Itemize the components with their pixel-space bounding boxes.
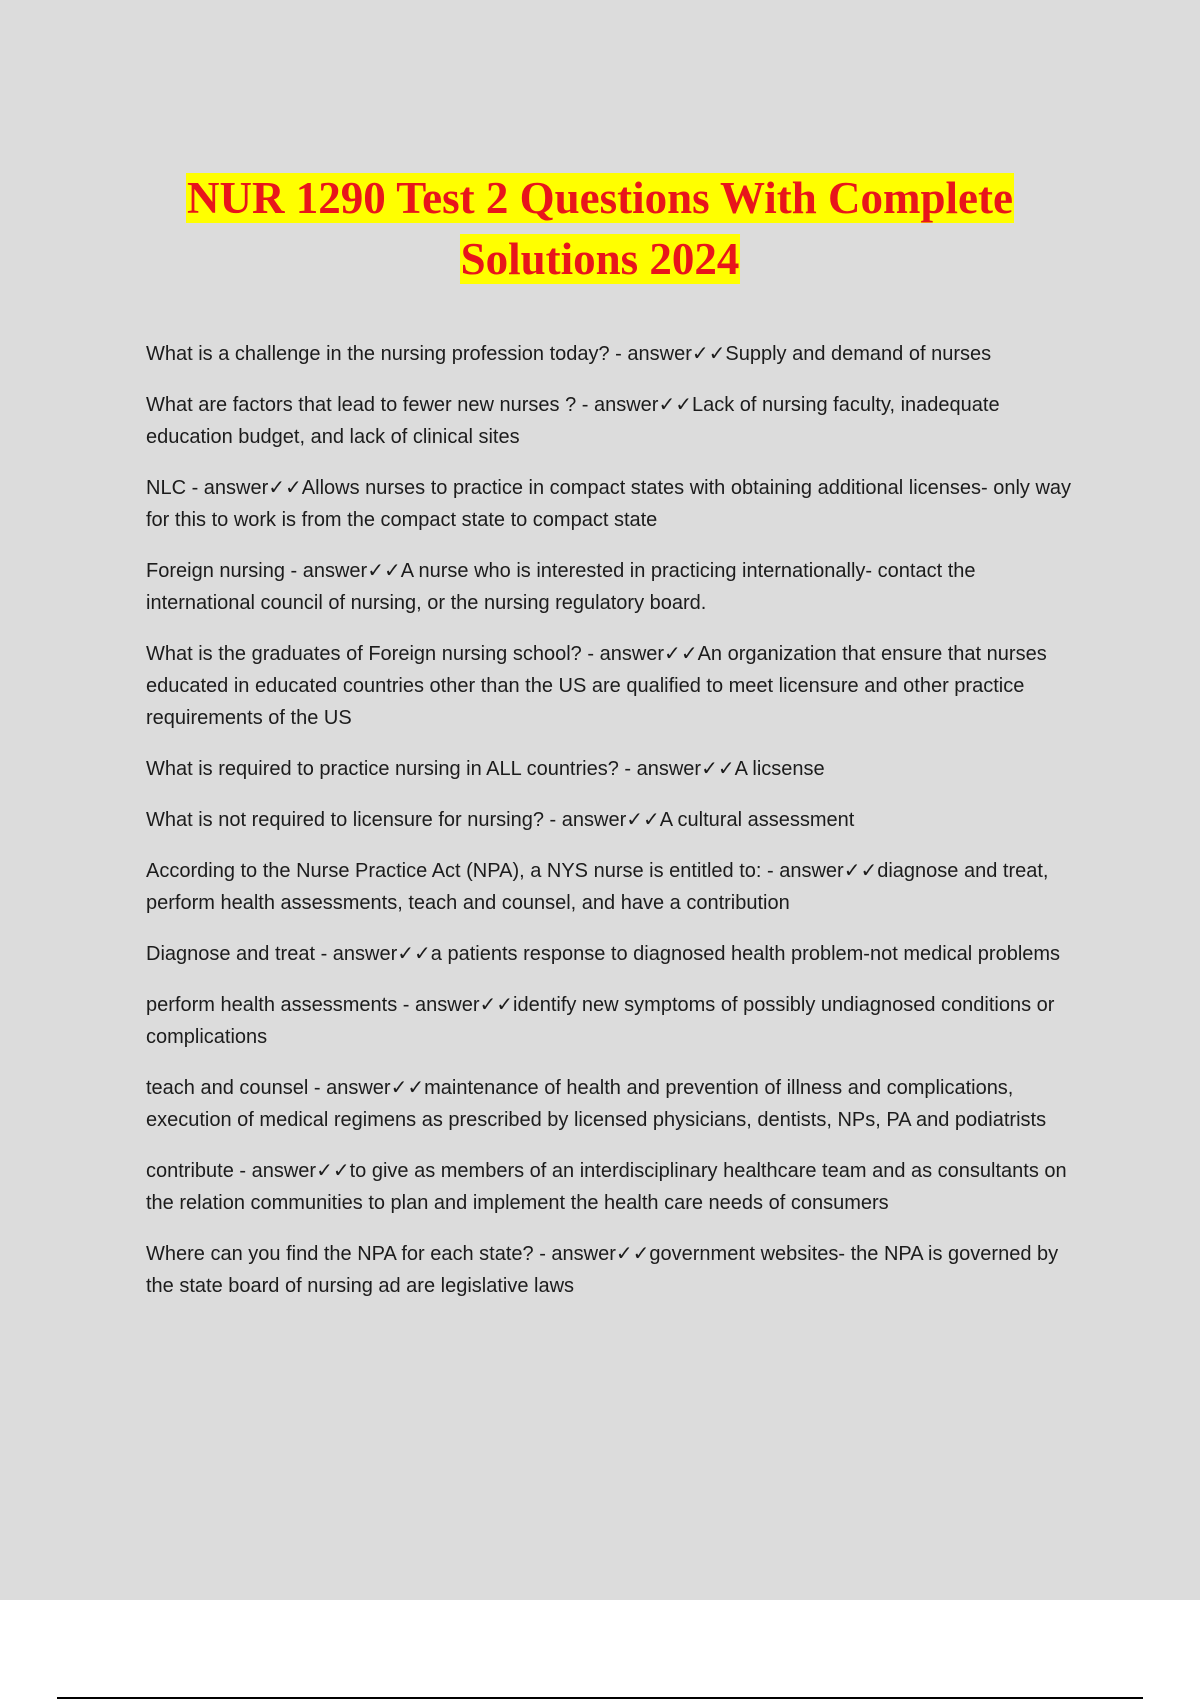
qa-item <box>146 855 1086 919</box>
qa-item <box>146 472 1086 536</box>
answer-text: a patients response to diagnosed health problem-not medical problems <box>430 943 1061 965</box>
question-text: NLC <box>146 477 187 499</box>
question-text: teach and counsel <box>146 1077 309 1099</box>
answer-text: A nurse who is interested in practicing internationally- contact the international council of nursing, or the nursing regulatory board. <box>146 560 976 614</box>
question-text: What are factors that lead to fewer new nurses ? <box>146 394 577 416</box>
question-text: perform health assessments <box>146 994 398 1016</box>
answer-marker: - answer✓✓ <box>315 943 431 965</box>
answer-marker: - answer✓✓ <box>308 1077 425 1099</box>
answer-text: A licsense <box>734 758 825 780</box>
qa-item <box>146 338 1086 370</box>
question-text: What is required to practice nursing in ALL countries? <box>146 758 619 780</box>
qa-item <box>146 638 1086 734</box>
question-text: What is a challenge in the nursing profession today? <box>146 343 610 365</box>
qa-item <box>146 1238 1086 1302</box>
answer-text: An organization that ensure that nurses educated in educated countries other than the US are qualified to meet licensure and other practice requirements of the US <box>146 643 1047 729</box>
question-text: What is not required to licensure for nursing? <box>146 809 544 831</box>
answer-marker: - answer✓✓ <box>397 994 513 1016</box>
question-text: Where can you find the NPA for each state? <box>146 1243 534 1265</box>
title-line-2: Solutions 2024 <box>460 234 740 284</box>
answer-marker: - answer✓✓ <box>284 560 401 582</box>
answer-marker: - answer✓✓ <box>581 643 698 665</box>
question-text: contribute <box>146 1160 234 1182</box>
answer-text: government websites- the NPA is governed by the state board of nursing ad are legislative laws <box>146 1243 1059 1297</box>
bottom-divider <box>57 1697 1143 1699</box>
qa-item <box>146 989 1086 1053</box>
answer-text: identify new symptoms of possibly undiagnosed conditions or complications <box>146 994 1055 1048</box>
answer-marker: - answer✓✓ <box>576 394 692 416</box>
question-answer-list <box>146 338 1086 1321</box>
answer-text: Lack of nursing faculty, inadequate education budget, and lack of clinical sites <box>146 394 1000 448</box>
qa-item <box>146 753 1086 785</box>
answer-marker: - answer✓✓ <box>186 477 302 499</box>
answer-marker: - answer✓✓ <box>543 809 660 831</box>
title-line-1: NUR 1290 Test 2 Questions With Complete <box>187 173 1013 223</box>
answer-text: to give as members of an interdisciplinary healthcare team and as consultants on the relation communities to plan and implement the health care needs of consumers <box>146 1160 1067 1214</box>
answer-text: diagnose and treat, perform health assessments, teach and counsel, and have a contribution <box>146 860 1049 914</box>
qa-item <box>146 938 1086 970</box>
qa-item <box>146 555 1086 619</box>
question-text: According to the Nurse Practice Act (NPA), a NYS nurse is entitled to: <box>146 860 762 882</box>
answer-text: Allows nurses to practice in compact states with obtaining additional licenses- only way for this to work is from the compact state to compact state <box>146 477 1072 531</box>
question-text: Foreign nursing <box>146 560 285 582</box>
answer-marker: - answer✓✓ <box>233 1160 350 1182</box>
question-text: What is the graduates of Foreign nursing school? <box>146 643 582 665</box>
document-title <box>0 168 1200 290</box>
answer-text: maintenance of health and prevention of illness and complications, execution of medical regimens as prescribed by licensed physicians, dentists, NPs, PA and podiatrists <box>146 1077 1047 1131</box>
qa-item <box>146 804 1086 836</box>
answer-marker: - answer✓✓ <box>761 860 878 882</box>
qa-item <box>146 1155 1086 1219</box>
question-text: Diagnose and treat <box>146 943 316 965</box>
answer-marker: - answer✓✓ <box>609 343 726 365</box>
qa-item <box>146 389 1086 453</box>
answer-text: Supply and demand of nurses <box>725 343 992 365</box>
answer-marker: - answer✓✓ <box>618 758 735 780</box>
qa-item <box>146 1072 1086 1136</box>
answer-marker: - answer✓✓ <box>533 1243 650 1265</box>
answer-text: A cultural assessment <box>659 809 855 831</box>
